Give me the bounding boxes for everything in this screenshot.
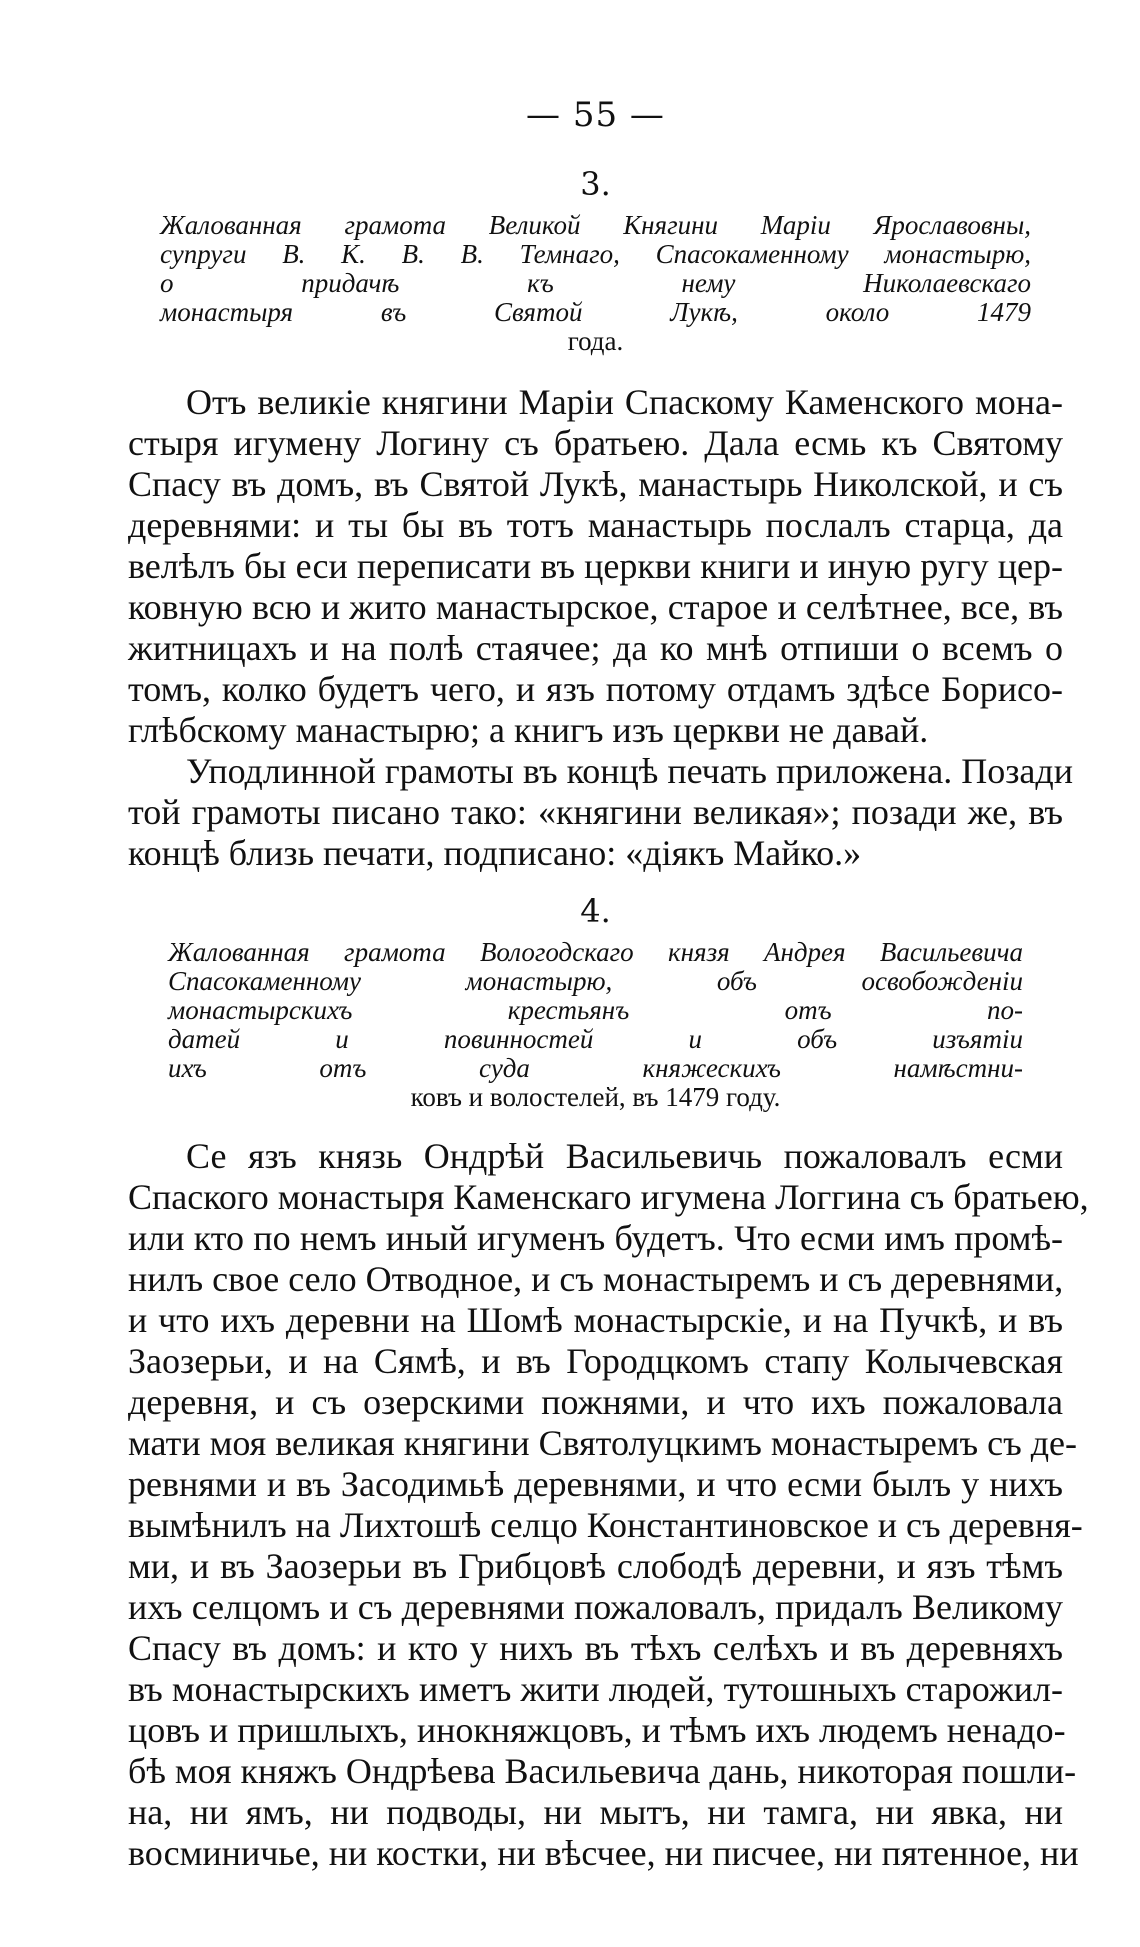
document-page xyxy=(128,95,1089,1874)
text-line: деревнями: и ты бы въ тотъ манастырь послалъ старца, да xyxy=(128,505,1063,545)
heading-line: монастыря въ Святой Лукѣ, около 1479 xyxy=(160,297,1031,327)
text-line: глѣбскому манастырю; а книгъ изъ церкви не давай. xyxy=(128,710,929,750)
text-line: на, ни ямъ, ни подводы, ни мытъ, ни тамга, ни явка, ни xyxy=(128,1792,1063,1832)
text-line: ревнями и въ Засодимьѣ деревнями, и что есми былъ у нихъ xyxy=(128,1464,1063,1504)
document-heading xyxy=(128,938,1063,1112)
document-heading xyxy=(128,211,1063,356)
text-line: или кто по немъ иный игуменъ будетъ. Что есми имъ промѣ- xyxy=(128,1218,1063,1258)
text-line: и что ихъ деревни на Шомѣ монастырскіе, и на Пучкѣ, и въ xyxy=(128,1300,1063,1340)
text-line: ихъ селцомъ и съ деревнями пожаловалъ, придалъ Великому xyxy=(128,1587,1063,1627)
document-3 xyxy=(128,165,1073,874)
text-line: въ монастырскихъ иметъ жити людей, тутошныхъ старожил- xyxy=(128,1669,1063,1709)
text-line: ми, и въ Заозерьи въ Грибцовѣ слободѣ деревни, и язъ тѣмъ xyxy=(128,1546,1063,1586)
text-line: велѣлъ бы еси переписати въ церкви книги и иную ругу цер- xyxy=(128,546,1063,586)
text-line: нилъ свое село Отводное, и съ монастыремъ и съ деревнями, xyxy=(128,1259,1064,1299)
heading-line: Жалованная грамота Великой Княгини Маріи Ярославовны, xyxy=(160,210,1031,240)
body-paragraph xyxy=(128,382,1063,751)
text-line: стыря игумену Логину съ братьею. Дала есмь къ Святому xyxy=(128,423,1063,463)
heading-line: Жалованная грамота Вологодскаго князя Андрея Васильевича xyxy=(168,937,1023,967)
heading-line: о придачѣ къ нему Николаевскаго xyxy=(160,268,1031,298)
heading-line: ковъ и волостелей, въ 1479 году. xyxy=(410,1082,781,1112)
text-line: ковную всю и жито манастырское, старое и селѣтнее, все, въ xyxy=(128,587,1063,627)
heading-line: монастырскихъ крестьянъ отъ по- xyxy=(168,995,1023,1025)
document-4 xyxy=(128,892,1089,1874)
text-line: восминичье, ни костки, ни вѣсчее, ни писчее, ни пятенное, ни xyxy=(128,1833,1079,1873)
text-line: житницахъ и на полѣ стаячее; да ко мнѣ отпиши о всемъ о xyxy=(128,628,1063,668)
text-line: томъ, колко будетъ чего, и язъ потому отдамъ здѣсе Борисо- xyxy=(128,669,1063,709)
text-line: Се язъ князь Ондрѣй Васильевичь пожаловалъ есми xyxy=(186,1136,1063,1176)
heading-line: супруги В. К. В. В. Темнаго, Спасокаменному монастырю, xyxy=(160,239,1031,269)
section-gap xyxy=(128,874,1063,892)
text-line: Спаского монастыря Каменскаго игумена Логгина съ братьею, xyxy=(128,1177,1089,1217)
heading-line: ихъ отъ суда княжескихъ намѣстни- xyxy=(168,1053,1023,1083)
text-line: Заозерьи, и на Сямѣ, и въ Городцкомъ стапу Колычевская xyxy=(128,1341,1063,1381)
text-line: Спасу въ домъ, въ Святой Лукѣ, манастырь Николской, и съ xyxy=(128,464,1063,504)
body-paragraph xyxy=(128,751,1073,874)
body-paragraph xyxy=(128,1136,1089,1874)
text-line: бѣ моя княжъ Ондрѣева Васильевича дань, никоторая пошли- xyxy=(128,1751,1077,1791)
text-line: той грамоты писано тако: «княгини великая»; позади же, въ xyxy=(128,792,1063,832)
text-line: Спасу въ домъ: и кто у нихъ въ тѣхъ селѣхъ и въ деревняхъ xyxy=(128,1628,1063,1668)
heading-line: года. xyxy=(567,326,624,356)
text-line: мати моя великая княгини Святолуцкимъ монастыремъ съ де- xyxy=(128,1423,1078,1463)
text-line: концѣ близь печати, подписано: «діякъ Майко.» xyxy=(128,833,862,873)
text-line: вымѣнилъ на Лихтошѣ селцо Константиновское и съ деревня- xyxy=(128,1505,1083,1545)
text-line: Отъ великіе княгини Маріи Спаскому Каменского мона- xyxy=(186,382,1063,422)
document-number: 4. xyxy=(580,892,611,930)
heading-line: датей и повинностей и объ изъятіи xyxy=(168,1024,1023,1054)
page-number: — 55 — xyxy=(526,95,665,135)
text-line: Уподлинной грамоты въ концѣ печать приложена. Позади xyxy=(186,751,1073,791)
document-number: 3. xyxy=(580,165,611,203)
text-line: деревня, и съ озерскими пожнями, и что ихъ пожаловала xyxy=(128,1382,1063,1422)
heading-line: Спасокаменному монастырю, объ освобожденіи xyxy=(168,966,1023,996)
text-line: цовъ и пришлыхъ, инокняжцовъ, и тѣмъ ихъ людемъ ненадо- xyxy=(128,1710,1066,1750)
